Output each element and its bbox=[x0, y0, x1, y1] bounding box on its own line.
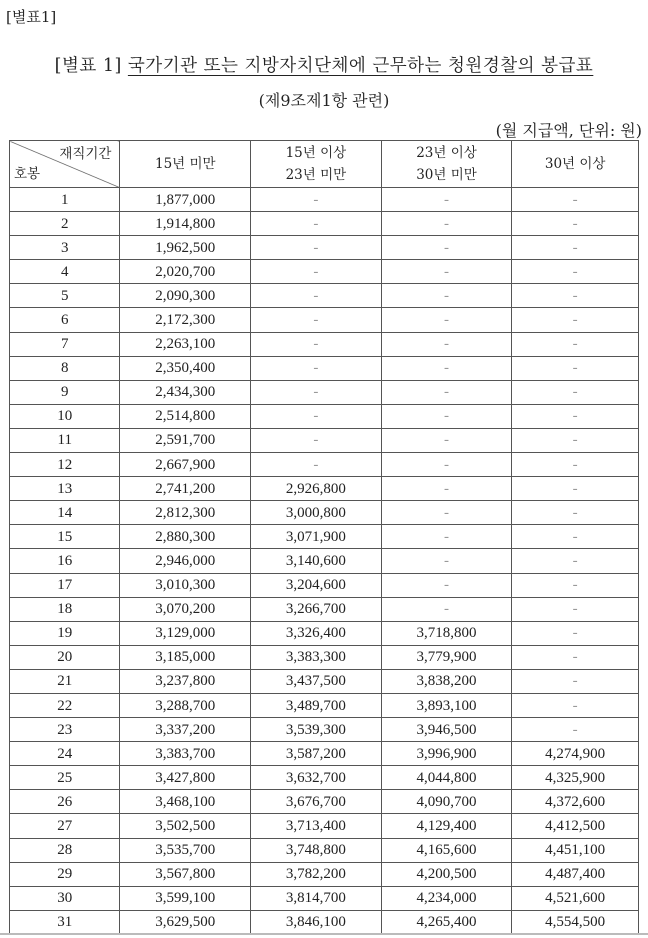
salary-cell: - bbox=[512, 501, 639, 525]
table-row bbox=[10, 910, 639, 934]
title-main: 국가기관 또는 지방자치단체에 근무하는 청원경찰의 봉급표 bbox=[127, 56, 594, 76]
step-cell: 16 bbox=[10, 549, 120, 573]
salary-cell: - bbox=[251, 188, 382, 212]
salary-cell: - bbox=[512, 621, 639, 645]
salary-cell: 3,535,700 bbox=[120, 838, 251, 862]
page-subtitle: (제9조제1항 관련) bbox=[258, 91, 390, 110]
salary-cell: 3,288,700 bbox=[120, 693, 251, 717]
corner-header bbox=[10, 141, 120, 188]
step-cell: 4 bbox=[10, 260, 120, 284]
step-cell: 5 bbox=[10, 284, 120, 308]
salary-cell: 3,489,700 bbox=[251, 693, 382, 717]
salary-cell: - bbox=[512, 477, 639, 501]
corner-bottom-label: 호봉 bbox=[14, 166, 41, 182]
column-header: 15년 미만 bbox=[120, 141, 251, 188]
salary-cell: 2,946,000 bbox=[120, 549, 251, 573]
salary-cell: 2,880,300 bbox=[120, 525, 251, 549]
salary-cell: 4,372,600 bbox=[512, 790, 639, 814]
salary-cell: 4,274,900 bbox=[512, 742, 639, 766]
salary-cell: 2,350,400 bbox=[120, 356, 251, 380]
salary-cell: 4,265,400 bbox=[381, 910, 512, 934]
salary-cell: 3,629,500 bbox=[120, 910, 251, 934]
salary-cell: - bbox=[512, 356, 639, 380]
salary-cell: 3,599,100 bbox=[120, 886, 251, 910]
table-row bbox=[10, 573, 639, 597]
salary-cell: - bbox=[512, 308, 639, 332]
step-cell: 31 bbox=[10, 910, 120, 934]
salary-cell: 3,782,200 bbox=[251, 862, 382, 886]
salary-cell: 3,539,300 bbox=[251, 718, 382, 742]
step-cell: 10 bbox=[10, 404, 120, 428]
table-row bbox=[10, 188, 639, 212]
salary-cell: 4,165,600 bbox=[381, 838, 512, 862]
salary-cell: - bbox=[381, 549, 512, 573]
salary-cell: - bbox=[251, 380, 382, 404]
salary-cell: - bbox=[512, 428, 639, 452]
column-header: 23년 이상 30년 미만 bbox=[381, 141, 512, 188]
step-cell: 13 bbox=[10, 477, 120, 501]
step-cell: 23 bbox=[10, 718, 120, 742]
salary-cell: 3,326,400 bbox=[251, 621, 382, 645]
salary-cell: - bbox=[512, 669, 639, 693]
step-cell: 3 bbox=[10, 236, 120, 260]
table-row bbox=[10, 621, 639, 645]
salary-cell: - bbox=[381, 260, 512, 284]
title-prefix: [별표 1] bbox=[54, 56, 128, 76]
table-row bbox=[10, 549, 639, 573]
salary-cell: - bbox=[512, 549, 639, 573]
salary-cell: 3,437,500 bbox=[251, 669, 382, 693]
step-cell: 22 bbox=[10, 693, 120, 717]
table-row bbox=[10, 862, 639, 886]
salary-cell: 2,812,300 bbox=[120, 501, 251, 525]
salary-cell: 3,676,700 bbox=[251, 790, 382, 814]
step-cell: 18 bbox=[10, 597, 120, 621]
table-row bbox=[10, 236, 639, 260]
salary-cell: - bbox=[381, 308, 512, 332]
salary-cell: 3,204,600 bbox=[251, 573, 382, 597]
corner-top-label: 재직기간 bbox=[59, 146, 112, 162]
table-row bbox=[10, 380, 639, 404]
salary-cell: - bbox=[381, 236, 512, 260]
table-row bbox=[10, 453, 639, 477]
salary-cell: - bbox=[251, 332, 382, 356]
salary-cell: - bbox=[381, 380, 512, 404]
step-cell: 30 bbox=[10, 886, 120, 910]
table-row bbox=[10, 356, 639, 380]
salary-cell: 3,748,800 bbox=[251, 838, 382, 862]
page-bottom-border bbox=[0, 933, 648, 935]
salary-cell: 4,234,000 bbox=[381, 886, 512, 910]
step-cell: 24 bbox=[10, 742, 120, 766]
salary-cell: 2,090,300 bbox=[120, 284, 251, 308]
step-cell: 2 bbox=[10, 212, 120, 236]
salary-table bbox=[9, 140, 639, 935]
column-header: 15년 이상 23년 미만 bbox=[251, 141, 382, 188]
table-row bbox=[10, 742, 639, 766]
salary-cell: 3,718,800 bbox=[381, 621, 512, 645]
table-row bbox=[10, 597, 639, 621]
step-cell: 14 bbox=[10, 501, 120, 525]
salary-cell: 3,071,900 bbox=[251, 525, 382, 549]
table-row bbox=[10, 308, 639, 332]
salary-cell: - bbox=[512, 693, 639, 717]
salary-cell: 4,200,500 bbox=[381, 862, 512, 886]
salary-cell: 3,185,000 bbox=[120, 645, 251, 669]
table-row bbox=[10, 790, 639, 814]
salary-cell: - bbox=[512, 453, 639, 477]
salary-cell: - bbox=[512, 718, 639, 742]
salary-cell: - bbox=[381, 404, 512, 428]
table-header-row bbox=[10, 141, 639, 188]
column-header: 30년 이상 bbox=[512, 141, 639, 188]
table-row bbox=[10, 525, 639, 549]
table-row bbox=[10, 886, 639, 910]
salary-cell: 4,487,400 bbox=[512, 862, 639, 886]
salary-cell: 3,468,100 bbox=[120, 790, 251, 814]
salary-cell: - bbox=[381, 525, 512, 549]
salary-cell: 2,020,700 bbox=[120, 260, 251, 284]
table-row bbox=[10, 284, 639, 308]
salary-cell: 4,554,500 bbox=[512, 910, 639, 934]
salary-cell: 3,383,700 bbox=[120, 742, 251, 766]
step-cell: 7 bbox=[10, 332, 120, 356]
salary-cell: 4,044,800 bbox=[381, 766, 512, 790]
salary-cell: - bbox=[512, 236, 639, 260]
salary-cell: - bbox=[381, 501, 512, 525]
salary-cell: - bbox=[381, 597, 512, 621]
salary-cell: 3,010,300 bbox=[120, 573, 251, 597]
salary-cell: 1,962,500 bbox=[120, 236, 251, 260]
step-cell: 26 bbox=[10, 790, 120, 814]
table-row bbox=[10, 838, 639, 862]
page-title bbox=[0, 52, 648, 77]
salary-cell: 4,451,100 bbox=[512, 838, 639, 862]
step-cell: 8 bbox=[10, 356, 120, 380]
step-cell: 25 bbox=[10, 766, 120, 790]
salary-cell: 3,000,800 bbox=[251, 501, 382, 525]
salary-cell: 1,877,000 bbox=[120, 188, 251, 212]
salary-cell: 2,926,800 bbox=[251, 477, 382, 501]
salary-cell: 4,090,700 bbox=[381, 790, 512, 814]
table-row bbox=[10, 766, 639, 790]
table-row bbox=[10, 260, 639, 284]
table-row bbox=[10, 428, 639, 452]
salary-cell: - bbox=[381, 332, 512, 356]
salary-cell: 2,591,700 bbox=[120, 428, 251, 452]
salary-cell: - bbox=[512, 260, 639, 284]
salary-cell: - bbox=[512, 404, 639, 428]
salary-cell: - bbox=[251, 356, 382, 380]
salary-cell: 3,140,600 bbox=[251, 549, 382, 573]
salary-cell: 4,412,500 bbox=[512, 814, 639, 838]
salary-cell: 1,914,800 bbox=[120, 212, 251, 236]
salary-cell: - bbox=[512, 525, 639, 549]
step-cell: 29 bbox=[10, 862, 120, 886]
salary-cell: 3,070,200 bbox=[120, 597, 251, 621]
salary-cell: 3,266,700 bbox=[251, 597, 382, 621]
salary-cell: - bbox=[251, 260, 382, 284]
salary-cell: 2,667,900 bbox=[120, 453, 251, 477]
table-row bbox=[10, 404, 639, 428]
table-row bbox=[10, 212, 639, 236]
salary-cell: - bbox=[512, 212, 639, 236]
step-cell: 6 bbox=[10, 308, 120, 332]
salary-cell: - bbox=[381, 212, 512, 236]
salary-cell: 3,129,000 bbox=[120, 621, 251, 645]
salary-cell: 2,514,800 bbox=[120, 404, 251, 428]
salary-cell: - bbox=[512, 284, 639, 308]
salary-cell: - bbox=[512, 573, 639, 597]
unit-note: (월 지급액, 단위: 원) bbox=[495, 121, 642, 140]
step-cell: 1 bbox=[10, 188, 120, 212]
step-cell: 9 bbox=[10, 380, 120, 404]
salary-cell: 3,237,800 bbox=[120, 669, 251, 693]
salary-cell: - bbox=[251, 428, 382, 452]
salary-cell: 3,846,100 bbox=[251, 910, 382, 934]
salary-cell: - bbox=[251, 284, 382, 308]
salary-cell: 3,996,900 bbox=[381, 742, 512, 766]
salary-cell: - bbox=[251, 236, 382, 260]
salary-cell: - bbox=[251, 453, 382, 477]
salary-cell: - bbox=[381, 188, 512, 212]
salary-cell: - bbox=[381, 453, 512, 477]
salary-cell: 3,567,800 bbox=[120, 862, 251, 886]
salary-cell: 3,427,800 bbox=[120, 766, 251, 790]
table-row bbox=[10, 477, 639, 501]
table-row bbox=[10, 669, 639, 693]
salary-cell: - bbox=[381, 573, 512, 597]
step-cell: 21 bbox=[10, 669, 120, 693]
salary-cell: 2,434,300 bbox=[120, 380, 251, 404]
salary-cell: 3,779,900 bbox=[381, 645, 512, 669]
step-cell: 11 bbox=[10, 428, 120, 452]
salary-cell: 3,383,300 bbox=[251, 645, 382, 669]
salary-cell: 2,741,200 bbox=[120, 477, 251, 501]
salary-cell: 3,337,200 bbox=[120, 718, 251, 742]
salary-cell: 4,521,600 bbox=[512, 886, 639, 910]
salary-cell: - bbox=[381, 356, 512, 380]
salary-cell: - bbox=[381, 477, 512, 501]
salary-cell: 3,632,700 bbox=[251, 766, 382, 790]
salary-cell: - bbox=[381, 428, 512, 452]
step-cell: 27 bbox=[10, 814, 120, 838]
salary-cell: 2,263,100 bbox=[120, 332, 251, 356]
table-row bbox=[10, 718, 639, 742]
salary-cell: 4,325,900 bbox=[512, 766, 639, 790]
step-cell: 19 bbox=[10, 621, 120, 645]
salary-cell: 2,172,300 bbox=[120, 308, 251, 332]
salary-cell: 3,838,200 bbox=[381, 669, 512, 693]
salary-cell: 3,713,400 bbox=[251, 814, 382, 838]
salary-cell: - bbox=[251, 404, 382, 428]
table-row bbox=[10, 332, 639, 356]
table-row bbox=[10, 814, 639, 838]
step-cell: 28 bbox=[10, 838, 120, 862]
salary-cell: - bbox=[251, 308, 382, 332]
salary-cell: 3,587,200 bbox=[251, 742, 382, 766]
table-row bbox=[10, 693, 639, 717]
salary-cell: 3,502,500 bbox=[120, 814, 251, 838]
annex-tag: [별표1] bbox=[6, 8, 57, 26]
salary-cell: 3,814,700 bbox=[251, 886, 382, 910]
salary-cell: - bbox=[512, 597, 639, 621]
salary-cell: - bbox=[512, 188, 639, 212]
step-cell: 12 bbox=[10, 453, 120, 477]
salary-cell: 3,893,100 bbox=[381, 693, 512, 717]
salary-cell: - bbox=[512, 332, 639, 356]
salary-cell: - bbox=[251, 212, 382, 236]
step-cell: 20 bbox=[10, 645, 120, 669]
table-row bbox=[10, 501, 639, 525]
table-row bbox=[10, 645, 639, 669]
salary-cell: - bbox=[381, 284, 512, 308]
salary-cell: - bbox=[512, 380, 639, 404]
salary-cell: 4,129,400 bbox=[381, 814, 512, 838]
salary-cell: 3,946,500 bbox=[381, 718, 512, 742]
salary-cell: - bbox=[512, 645, 639, 669]
step-cell: 15 bbox=[10, 525, 120, 549]
step-cell: 17 bbox=[10, 573, 120, 597]
